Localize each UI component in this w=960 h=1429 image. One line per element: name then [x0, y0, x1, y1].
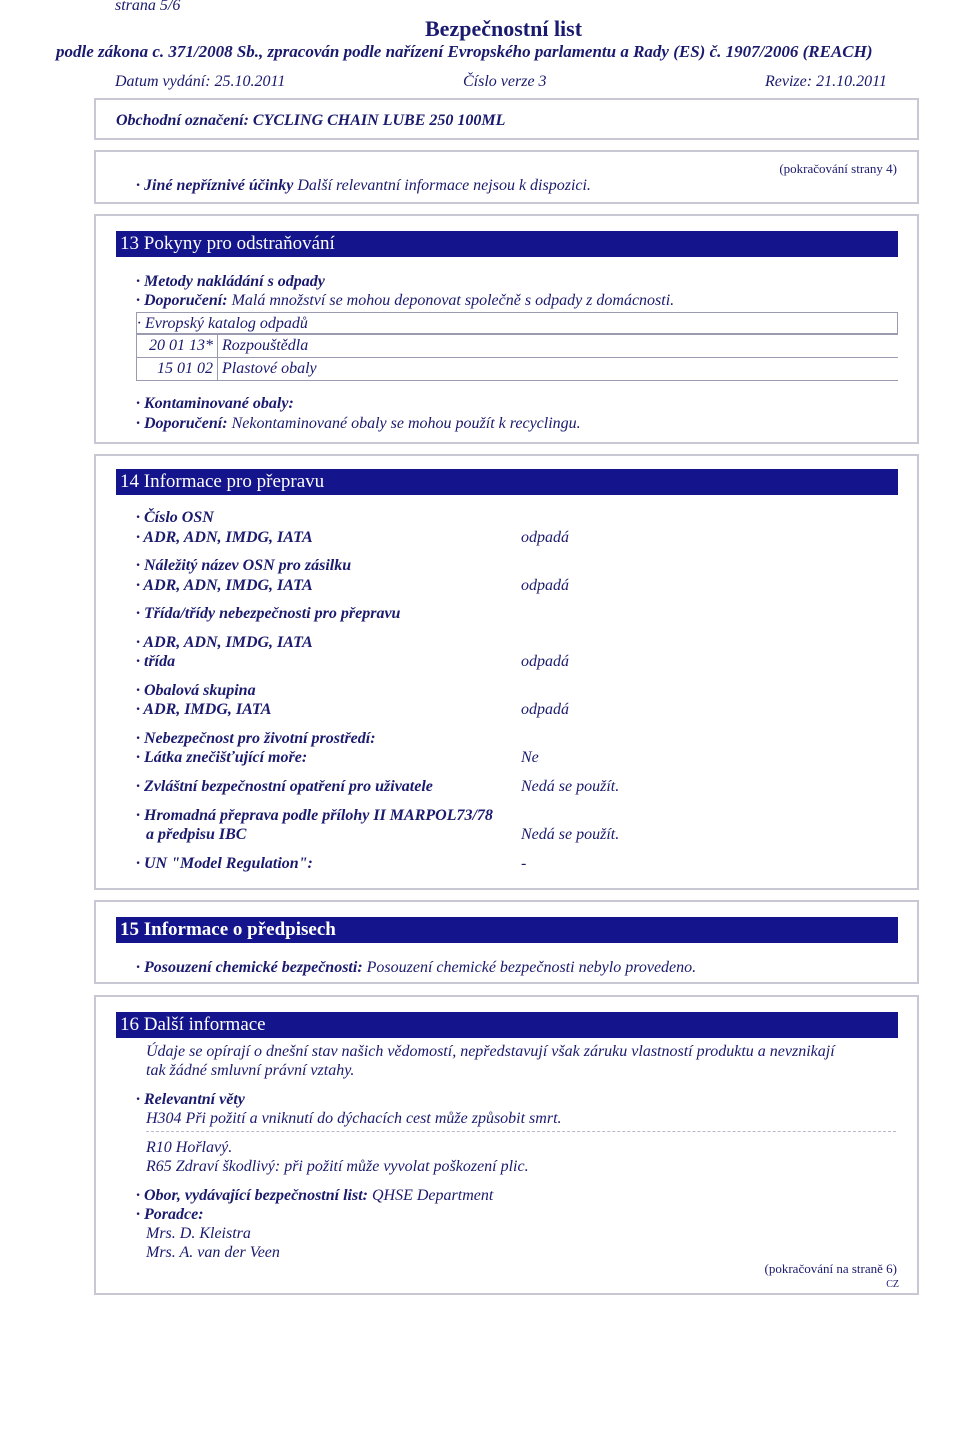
un-number-value: odpadá	[521, 529, 569, 546]
hazard-class-label: · Třída/třídy nebezpečnosti pro přepravu	[136, 604, 400, 623]
waste-code: 15 01 02	[137, 358, 218, 381]
proper-shipping-name-modes: · ADR, ADN, IMDG, IATA	[136, 576, 313, 595]
recommendation-2-label: · Doporučení:	[136, 415, 228, 432]
section-13-title: 13 Pokyny pro odstraňování	[116, 231, 898, 257]
disclaimer-line-1: Údaje se opírají o dnešní stav našich vědomostí, nepředstavují však záruku vlastností produktu a nevznikají	[146, 1043, 835, 1060]
r10-phrase: R10 Hořlavý.	[146, 1139, 233, 1156]
recommendation-label: · Doporučení:	[136, 292, 228, 309]
relevant-phrases-label: · Relevantní věty	[136, 1090, 245, 1109]
packing-group-label: · Obalová skupina	[136, 681, 256, 700]
section-16-box	[94, 995, 919, 1295]
continued-from: (pokračování strany 4)	[779, 161, 897, 176]
trade-name: Obchodní označení: CYCLING CHAIN LUBE 250 100ML	[116, 112, 506, 129]
hazard-class-modes: · ADR, ADN, IMDG, IATA	[136, 633, 313, 652]
waste-name: Rozpouštědla	[218, 335, 899, 358]
marine-pollutant-label: · Látka znečišťující moře:	[136, 748, 307, 767]
h304-phrase: H304 Při požití a vniknutí do dýchacích cest může způsobit smrt.	[146, 1110, 562, 1127]
issuing-department-line	[136, 1186, 493, 1205]
section-16-title: 16 Další informace	[116, 1012, 898, 1038]
revision-date: Revize: 21.10.2011	[765, 73, 887, 90]
version-number: Číslo verze 3	[463, 73, 547, 90]
special-precautions-value: Nedá se použít.	[521, 778, 620, 795]
chemical-safety-line	[136, 958, 696, 977]
section-14-title: 14 Informace pro přepravu	[116, 469, 898, 495]
proper-shipping-name-label: · Náležitý název OSN pro zásilku	[136, 556, 351, 575]
waste-code: 20 01 13*	[137, 335, 218, 358]
other-effects-line	[136, 176, 591, 195]
recommendation-2-text: Nekontaminované obaly se mohou použít k recyclingu.	[231, 415, 581, 432]
marine-pollutant-value: Ne	[521, 749, 539, 766]
un-model-regulation-value: -	[521, 855, 527, 872]
trade-name-box	[94, 98, 919, 140]
other-effects-label: · Jiné nepříznivé účinky	[136, 177, 293, 194]
table-row	[137, 358, 899, 381]
issue-date: Datum vydání: 25.10.2011	[115, 73, 286, 90]
advisors-label: · Poradce:	[136, 1205, 204, 1224]
bulk-transport-label-2: a předpisu IBC	[146, 826, 247, 843]
waste-name: Plastové obaly	[218, 358, 899, 381]
chemical-safety-text: Posouzení chemické bezpečnosti nebylo provedeno.	[366, 959, 697, 976]
section-15-title: 15 Informace o předpisech	[116, 917, 898, 943]
un-number-label: · Číslo OSN	[136, 508, 214, 527]
proper-shipping-name-value: odpadá	[521, 577, 569, 594]
other-effects-text: Další relevantní informace nejsou k dispozici.	[297, 177, 591, 194]
packing-group-value: odpadá	[521, 701, 569, 718]
disclaimer-line-2: tak žádné smluvní právní vztahy.	[146, 1062, 355, 1079]
issuing-department-label: · Obor, vydávající bezpečnostní list:	[136, 1187, 368, 1204]
section-15-box	[94, 900, 919, 984]
advisor-2: Mrs. A. van der Veen	[146, 1244, 280, 1261]
packing-group-modes: · ADR, IMDG, IATA	[136, 700, 271, 719]
recommendation-line	[136, 291, 674, 310]
r65-phrase: R65 Zdraví škodlivý: při požití může vyvolat poškození plic.	[146, 1158, 529, 1175]
waste-table	[136, 334, 898, 381]
country-code: CZ	[886, 1279, 899, 1290]
document-subtitle: podle zákona c. 371/2008 Sb., zpracován podle nařízení Evropského parlamentu a Rady (ES) č. 1907/2006 (REACH)	[56, 42, 873, 61]
class-label: · třída	[136, 652, 175, 671]
section-13-box	[94, 214, 919, 444]
waste-catalog-header	[136, 312, 898, 334]
dashed-divider	[146, 1131, 896, 1132]
bulk-transport-value: Nedá se použít.	[521, 826, 620, 843]
continued-to: (pokračování na straně 6)	[764, 1261, 897, 1276]
class-value: odpadá	[521, 653, 569, 670]
waste-catalog-label: · Evropský katalog odpadů	[137, 314, 308, 333]
table-row	[137, 335, 899, 358]
un-model-regulation-label: · UN "Model Regulation":	[136, 854, 313, 873]
issuing-department-value: QHSE Department	[371, 1187, 494, 1204]
environmental-hazards-label: · Nebezpečnost pro životní prostředí:	[136, 729, 376, 748]
recommendation-2-line	[136, 414, 581, 433]
contaminated-packaging: · Kontaminované obaly:	[136, 394, 294, 413]
recommendation-text: Malá množství se mohou deponovat společně s odpady z domácnosti.	[231, 292, 675, 309]
disposal-methods: · Metody nakládání s odpady	[136, 272, 325, 291]
un-number-modes: · ADR, ADN, IMDG, IATA	[136, 528, 313, 547]
advisor-1: Mrs. D. Kleistra	[146, 1225, 251, 1242]
section-14-box	[94, 454, 919, 890]
page-number: strana 5/6	[115, 0, 181, 14]
bulk-transport-label: · Hromadná přeprava podle přílohy II MARPOL73/78	[136, 806, 493, 825]
chemical-safety-label: · Posouzení chemické bezpečnosti:	[136, 959, 363, 976]
document-title: Bezpečnostní list	[425, 16, 583, 41]
continuation-box	[94, 150, 919, 204]
special-precautions-label: · Zvláštní bezpečnostní opatření pro uživatele	[136, 777, 433, 796]
